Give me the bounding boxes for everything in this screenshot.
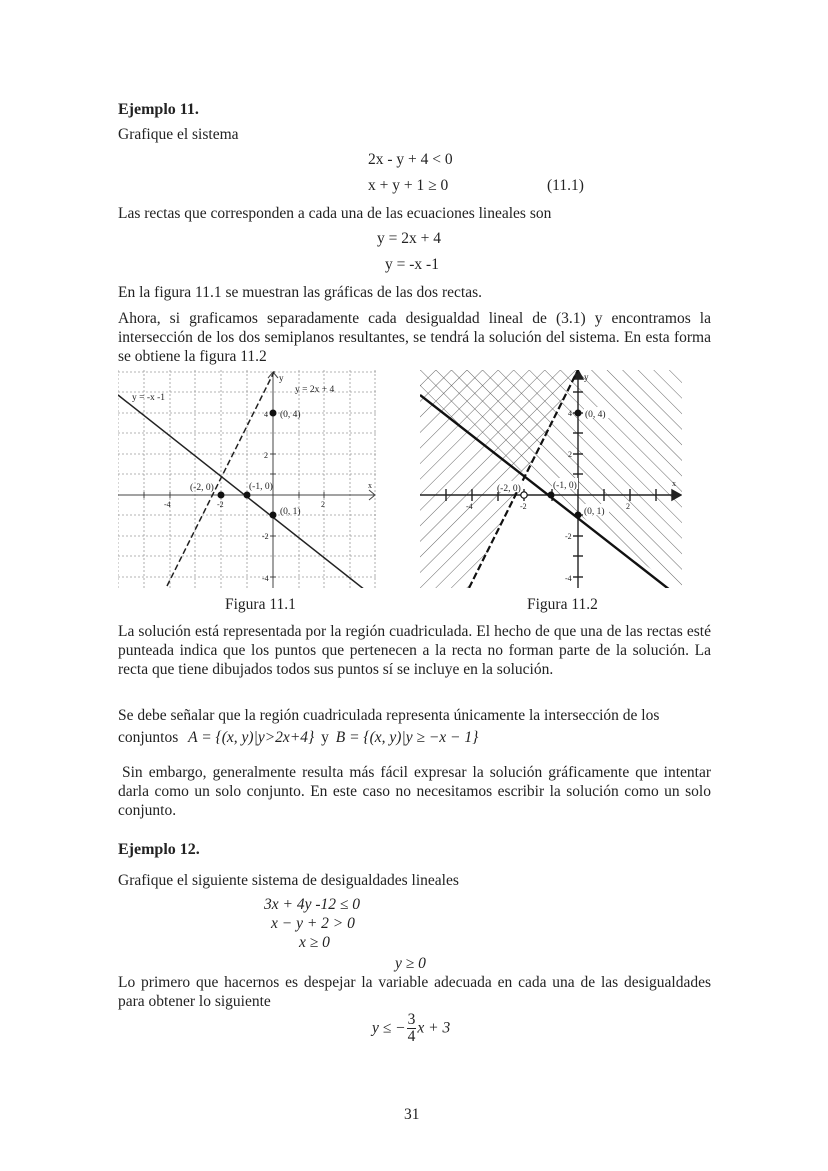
fraction-3-4 [407, 1012, 417, 1045]
tick2-x-m4: -4 [466, 502, 473, 511]
figure-11-2 [420, 370, 682, 588]
x-axis-label-2: x [672, 479, 676, 488]
label2-pm20: (-2, 0) [497, 484, 521, 494]
figure-11-1-caption: Figura 11.1 [225, 596, 296, 613]
point-0-4 [575, 410, 582, 417]
tick2-y-2: 2 [568, 450, 572, 459]
label2-pm10: (-1, 0) [553, 481, 577, 491]
fraction-denominator: 4 [407, 1028, 416, 1045]
set-a: A = {(x, y)|y>2x+4} [188, 729, 315, 746]
result-rhs: x + 3 [417, 1019, 451, 1037]
tick2-x-m2: -2 [520, 502, 527, 511]
point-m1-0 [548, 492, 555, 499]
example-11-intro: Grafique el sistema [118, 126, 239, 143]
paragraph-4a: Se debe señalar que la región cuadriculada representa únicamente la intersección de los [118, 707, 660, 724]
paragraph-4b [118, 728, 711, 747]
tick-x-m4: -4 [164, 500, 171, 509]
system12-eq-1: 3x + 4y -12 ≤ 0 [264, 896, 361, 913]
y-axis-label-2: y [584, 372, 589, 382]
tick-y-2: 2 [264, 451, 268, 460]
system12-eq-4: y ≥ 0 [395, 955, 426, 972]
y-axis-label: y [279, 373, 284, 383]
label-line1: y = -x -1 [132, 393, 166, 403]
paragraph-1: En la figura 11.1 se muestran las gráficas de las dos rectas. [118, 284, 482, 301]
conjuntos-label: conjuntos [118, 729, 179, 746]
tick-y-m2: -2 [262, 532, 269, 541]
set-conjunction: y [321, 729, 329, 746]
system12-eq-3: x ≥ 0 [299, 934, 330, 951]
label-p01: (0, 1) [280, 507, 301, 517]
line-y-neg-x-minus-1 [118, 395, 365, 588]
label-p04: (0, 4) [280, 410, 301, 420]
example-12-paragraph-1: Lo primero que hacernos es despejar la variable adecuada en cada una de las desigualdades para obtener lo siguiente [118, 974, 711, 1010]
example-12-heading: Ejemplo 12. [118, 841, 200, 858]
x-axis-label: x [368, 481, 372, 490]
set-b: B = {(x, y)|y ≥ −x − 1} [335, 729, 479, 746]
page-number: 31 [404, 1106, 420, 1123]
fraction-numerator: 3 [407, 1011, 416, 1028]
tick-y-m4: -4 [262, 574, 269, 583]
label-pm20: (-2, 0) [190, 483, 214, 493]
paragraph-5: Sin embargo, generalmente resulta más fácil expresar la solución gráficamente que intentar darla como un solo conjunto. En este caso no necesitamos escribir la solución como un solo conjunto. [118, 764, 711, 819]
example-12-intro: Grafique el siguiente sistema de desigualdades lineales [118, 872, 459, 889]
paragraph-3: La solución está representada por la región cuadriculada. El hecho de que una de las rectas esté punteada indica que los puntos que pertenecen a la recta no forman parte de la solución. La recta que tiene dibujados todos sus puntos sí se incluye en la solución. [118, 623, 711, 678]
paragraph-2: Ahora, si graficamos separadamente cada desigualdad lineal de (3.1) y encontramos la intersección de los dos semiplanos resultantes, se tendrá la solución del sistema. En esta forma se obtiene la figura 11.2 [118, 310, 711, 365]
label-pm10: (-1, 0) [249, 482, 273, 492]
label2-p04: (0, 4) [585, 410, 606, 420]
tick2-y-m4: -4 [565, 574, 572, 583]
point-0-1 [575, 512, 582, 519]
point-m2-0-open [521, 492, 527, 498]
system-label: (11.1) [547, 177, 584, 194]
tick-x-m2: -2 [217, 500, 224, 509]
tick-y-4: 4 [264, 410, 268, 419]
figure-11-2-caption: Figura 11.2 [527, 596, 598, 613]
label-line2: y = 2x + 4 [295, 385, 335, 395]
axes [118, 372, 375, 588]
system12-eq-2: x − y + 2 > 0 [271, 915, 355, 932]
line-eq-1: y = 2x + 4 [377, 230, 441, 247]
example-11-heading: Ejemplo 11. [118, 101, 199, 118]
result-inequality [372, 1012, 450, 1045]
tick-x-2: 2 [321, 500, 325, 509]
system-eq-1: 2x - y + 4 < 0 [368, 151, 453, 168]
system-eq-2: x + y + 1 ≥ 0 [368, 177, 449, 194]
label2-p01: (0, 1) [584, 507, 605, 517]
tick2-y-m2: -2 [565, 532, 572, 541]
tick2-y-4: 4 [568, 409, 572, 418]
result-lhs: y ≤ − [372, 1019, 406, 1037]
line-eq-2: y = -x -1 [385, 256, 439, 273]
lines-intro: Las rectas que corresponden a cada una de las ecuaciones lineales son [118, 205, 552, 222]
tick2-x-2: 2 [626, 502, 630, 511]
figure-11-1 [118, 370, 376, 588]
